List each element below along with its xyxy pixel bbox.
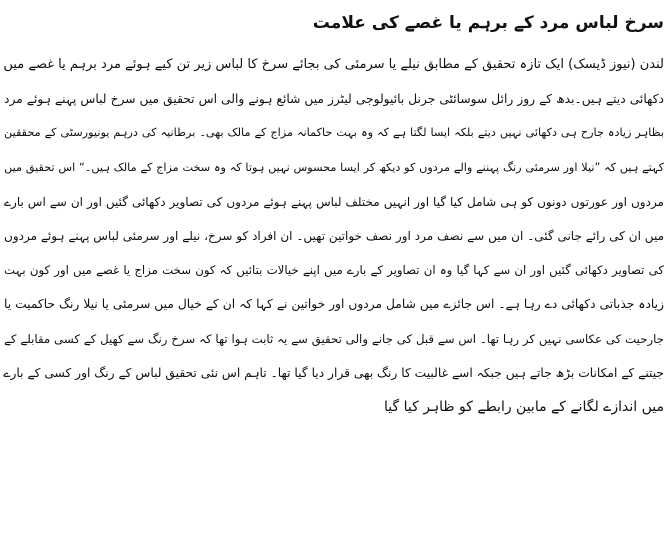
article-body xyxy=(0,48,668,424)
article-line: مردوں اور عورتوں دونوں کو ہی شامل کیا گیا اور انہیں مختلف لباس پہنے ہوئے مردوں کی تصاویر دکھائی گئیں اور ان سے اس بارے xyxy=(4,194,664,209)
article-line: میں اندازے لگانے کے مابین رابطے کو ظاہر کیا گیا xyxy=(384,398,664,415)
article-line: دکھائی دیتے ہیں۔بدھ کے روز رائل سوسائٹی جرنل بائیولوجی لیٹرز میں شائع ہونے والی اس تحقیق میں سرخ لباس پہنے ہوئے مرد xyxy=(4,92,664,107)
article-line: لندن (نیوز ڈیسک) ایک تازہ تحقیق کے مطابق نیلے یا سرمئی کی بجائے سرخ کا لباس زیر تن کیے ہوئے مرد برہم یا غصے میں xyxy=(3,57,664,72)
article-line: کہتے ہیں کہ ”نیلا اور سرمئی رنگ پہننے والے مردوں کو دیکھ کر ایسا محسوس نہیں ہوتا کہ وہ سخت مزاج کے مالک ہیں۔“ اس تحقیق میں xyxy=(4,160,664,174)
article-line: کی تصاویر دکھائی گئیں اور ان سے کہا گیا وہ ان تصاویر کے بارے میں اپنے خیالات بتائیں کہ کون سخت مزاج یا غصے میں اور کون بہت xyxy=(4,263,664,278)
article-line: جارحیت کی عکاسی نہیں کر رہا تھا۔ اس سے قبل کی جانے والی تحقیق سے یہ ثابت ہوا تھا کہ سرخ رنگ سے کھیل کے کسی مقابلے کے xyxy=(4,331,664,346)
article-title: سرخ لباس مرد کے برہم یا غصے کی علامت xyxy=(312,13,664,33)
article-line: جیتنے کے امکانات بڑھ جاتے ہیں جبکہ اسے غالبیت کا رنگ بھی قرار دیا گیا تھا۔ تاہم اس نئی تحقیق لباس کے رنگ اور کسی کے بارے xyxy=(3,365,664,380)
article-line: زیادہ جذباتی دکھائی دے رہا ہے۔ اس جائزے میں شامل مردوں اور خواتین نے کہا کہ ان کے خیال میں سرمئی یا نیلا رنگ حاکمیت یا xyxy=(4,297,664,312)
article-line: بظاہر زیادہ جارح ہی دکھائی نہیں دیتے بلکہ ایسا لگتا ہے کہ وہ بہت حاکمانہ مزاج کے مالک بھی۔ برطانیہ کی درہم یونیورسٹی کے محققین xyxy=(4,126,664,140)
article-line: میں ان کی رائے جانی گئی۔ ان میں سے نصف مرد اور نصف خواتین تھیں۔ ان افراد کو سرخ، نیلے اور سرمئی لباس پہنے ہوئے مردوں xyxy=(4,228,664,243)
